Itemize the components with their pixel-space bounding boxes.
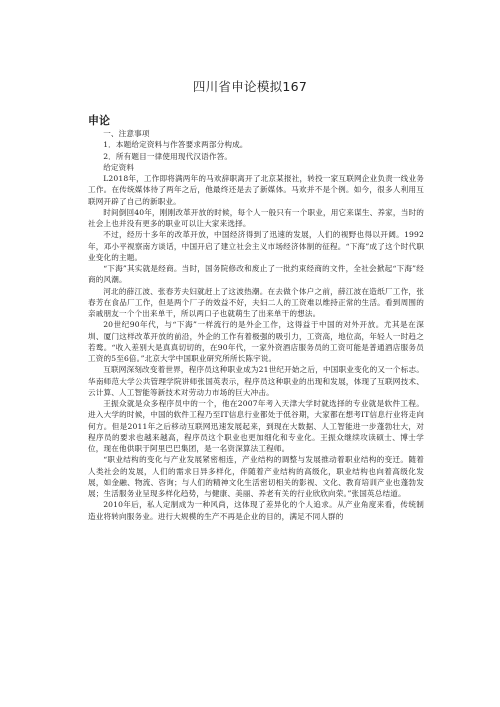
paragraph: 1．本题给定资料与作答要求两部分构成。 [103,140,248,150]
paragraph: 2．所有题目一律使用现代汉语作答。 [103,151,233,161]
paragraph: 不过，经历十多年的改革开放，中国经济得到了迅速的发展，人们的视野也得以开阔。1992年，邓小平视察南方谈话，中国开启了建立社会主义市场经济体制的征程。“下海”成了这个时代职业变化的主题。 [88,230,424,262]
paragraph: 一、注意事项 [103,129,150,138]
paragraph: 王振众就是众多程序员中的一个，他在2007年考入天津大学时就选择的专业就是软件工程。进入大学的时候，中国的软件工程乃至IT信息行业都处于低谷期，大家都在想考IT信息行业将走向何方。但是2011年之后移动互联网迅速发展起来，到现在大数据、人工智能进一步蓬勃壮大，对程序员的要求也越来越高，程序员这个职业也更加细化和专业化。王振众继续攻读硕士、博士学位，现在他供职于阿里巴巴集团，是一名资深算法工程师。 [88,399,424,453]
paragraph: 给定资料 [103,162,135,172]
paragraph: “下海”其实就是经商。当时，国务院修改和废止了一批约束经商的文件，全社会掀起“下海”经商的风潮。 [88,264,424,285]
document-body [88,128,424,522]
paragraph: “职业结构的变化与产业发展紧密相连，产业结构的调整与发展推动着职业结构的变迁。随着人类社会的发展，人们的需求日异多样化，伴随着产业结构的高级化，职业结构也向着高级化发展，如金融、物流、咨询；与人们的精神文化生活密切相关的影视、文化、教育培训产业也蓬勃发展；生活服务业呈现多样化趋势，与健康、美丽、养老有关的行业欣欣向荣。”张国英总结道。 [88,455,424,498]
paragraph: 2010年后，私人定制成为一种风尚，这体现了差异化的个人追求。从产业角度来看，传统制造业将转向服务业。进行大规模的生产不再是企业的目的，满足不同人群的 [88,500,424,521]
paragraph: 互联网深刻改变着世界，程序员这种职业成为21世纪开始之后，中国职业变化的又一个标志。华南师范大学公共管理学院讲师张国英表示，程序员这种职业的出现和发展，体现了互联网技术、云计算、人工智能等新技术对劳动力市场的巨大冲击。 [88,365,424,397]
section-heading: 申论 [88,114,110,127]
paragraph: L2018年，工作即将满两年的马欢辞职离开了北京某报社，转投一家互联网企业负责一线业务工作。在传统媒体待了两年之后，他最终还是去了新媒体。马欢并不是个例。如今，很多人利用互联网开辟了自己的新职业。 [88,174,424,206]
paragraph: 20世纪90年代，与“下海”一样流行的是外企工作，这得益于中国的对外开放。尤其是在深圳、厦门这样改革开放的前沿，外企的工作有着极强的吸引力，工资高，地位高，年轻人一时趋之若鹜。“收入差别大是真真切切的，在90年代，一家外资酒店服务员的工资可能是普通酒店服务员工资的5至6倍。”北京大学中国职业研究所所长陈宇说。 [88,320,424,363]
paragraph: 时间倒回40年，刚刚改革开放的时候，每个人一般只有一个职业，用它来谋生、养家，当时的社会上也并没有更多的职业可以让大家来选择。 [88,207,424,228]
paragraph: 河北的薛江波、张春芳夫妇就赶上了这波热潮。在去做个体户之前，薛江波在造纸厂工作，张春芳在食品厂工作，但是两个厂子的效益不好，夫妇二人的工资难以维持正常的生活。看到周围的亲戚朋友一个个出来单干，所以两口子也就萌生了出来单干的想法。 [88,286,424,318]
document-title: 四川省申论模拟167 [192,79,308,94]
